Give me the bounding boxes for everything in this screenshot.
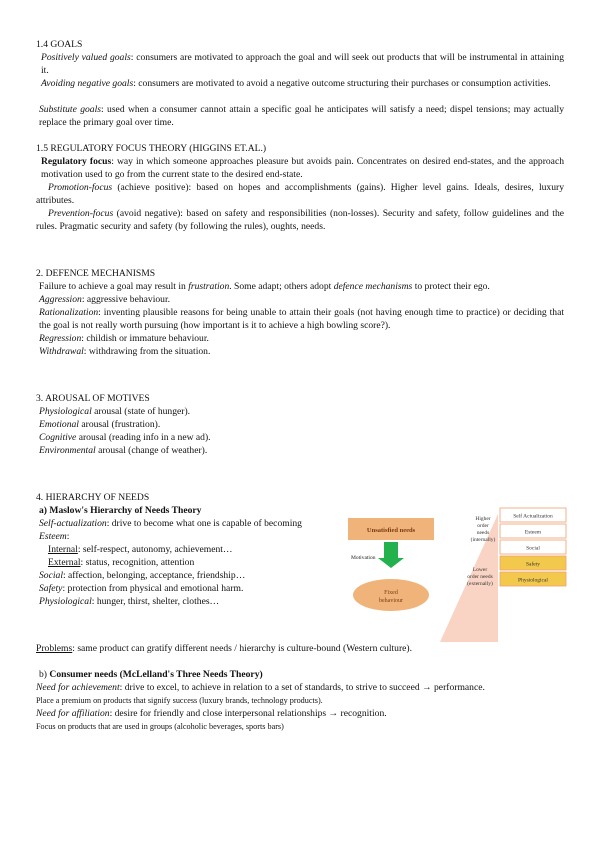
level-label: Social [526,545,540,552]
fixed-behaviour-label-2: behaviour [379,598,403,604]
positive-goals-paragraph: Positively valued goals: consumers are motivated to approach the goal and will seek out products that will be instrumental in attaining it. [41,52,564,76]
higher-order-label: (internally) [470,537,496,543]
maslow-subheading: a) Maslow's Hierarchy of Needs Theory [39,505,202,516]
motivation-label: Motivation [351,555,376,561]
physiological-item: Physiological: hunger, thirst, shelter, clothes… [39,596,220,607]
need-affiliation-item: Need for affiliation: desire for friendly and close interpersonal relationships → recognition. [36,708,387,719]
higher-order-label: order [477,523,489,529]
safety-item: Safety: protection from physical and emotional harm. [39,583,244,594]
need-achievement-item: Need for achievement: drive to excel, to achieve in relation to a set of standards, to strive to succeed → performance. [36,682,485,693]
document-page [36,38,564,733]
need-achievement-note: Place a premium on products that signify success (luxury brands, technology products). [36,696,323,705]
substitute-goals-paragraph: Substitute goals: used when a consumer cannot attain a specific goal he anticipates will satisfy a need; dispel tensions; may actually replace the primary goal over time. [39,104,565,128]
arousal-item: Emotional arousal (frustration). [39,419,161,430]
level-label: Physiological [518,577,548,584]
higher-order-label: Higher [475,516,491,522]
need-affiliation-note: Focus on products that are used in groups (alcoholic beverages, sports bars) [36,722,284,731]
withdrawal-item: Withdrawal: withdrawing from the situation. [39,346,211,357]
arousal-heading: 3. AROUSAL OF MOTIVES [36,393,150,404]
lower-order-label: order needs [467,574,493,580]
defence-intro: Failure to achieve a goal may result in frustration. Some adapt; others adopt defence mechanisms to protect their ego. [39,281,490,292]
rationalization-item: Rationalization: inventing plausible reasons for being unable to attain their goals (not having enough time to practice) or deciding that the goal is not really worth pursuing (how important is it to achieve a high bowling score?). [39,307,564,331]
arousal-item: Physiological arousal (state of hunger). [39,406,191,417]
motivation-arrow-icon [378,542,404,568]
aggression-item: Aggression: aggressive behaviour. [39,294,171,305]
defence-heading: 2. DEFENCE MECHANISMS [36,268,156,279]
hierarchy-heading: 4. HIERARCHY OF NEEDS [36,492,150,503]
lower-order-label: Lower [472,567,488,573]
lower-order-label: (externally) [467,581,493,587]
goals-heading: 1.4 GOALS [36,39,83,50]
level-label: Self Actualization [513,513,553,520]
unsatisfied-needs-label: Unsatisfied needs [366,527,416,534]
level-label: Safety [525,561,541,568]
fixed-behaviour-label-1: Fixed [384,590,398,596]
social-item: Social: affection, belonging, acceptance, friendship… [39,570,246,581]
maslow-diagram [348,506,568,642]
prevention-focus-paragraph: Prevention-focus (avoid negative): based on safety and responsibilities (non-losses). Security and safety, follow guidelines and the rules. Pragmatic security and safety (by following the rules), oughts, needs. [36,208,564,232]
maslow-text [36,504,346,608]
regulatory-focus-paragraph: Regulatory focus: way in which someone approaches pleasure but avoids pain. Concentrates on desired end-states, and the approach motivation used to go from the current state to the desired end-state. [41,156,564,180]
external-item: External: status, recognition, attention [48,557,195,568]
problems-paragraph: Problems: same product can gratify different needs / hierarchy is culture-bound (Western culture). [36,643,413,654]
arousal-item: Cognitive arousal (reading info in a new ad). [39,432,211,443]
maslow-section [36,504,564,642]
level-label: Esteem [524,529,542,536]
higher-order-label: needs [476,530,490,536]
arousal-item: Environmental arousal (change of weather). [39,445,208,456]
regulatory-heading: 1.5 REGULATORY FOCUS THEORY (HIGGINS ET.AL.) [36,143,267,154]
avoiding-goals-paragraph: Avoiding negative goals: consumers are motivated to avoid a negative outcome structuring their purchases or consumption activities. [41,78,551,89]
self-actualization-item: Self-actualization: drive to become what one is capable of becoming [39,518,302,529]
internal-item: Internal: self-respect, autonomy, achievement… [48,544,233,555]
consumer-needs-subheading: b) Consumer needs (McLelland's Three Needs Theory) [39,669,263,680]
promotion-focus-paragraph: Promotion-focus (achieve positive): based on hopes and accomplishments (gains). Higher level gains. Ideals, desires, luxury attributes. [36,182,564,206]
esteem-item: Esteem: [39,531,70,542]
regression-item: Regression: childish or immature behaviour. [39,333,209,344]
